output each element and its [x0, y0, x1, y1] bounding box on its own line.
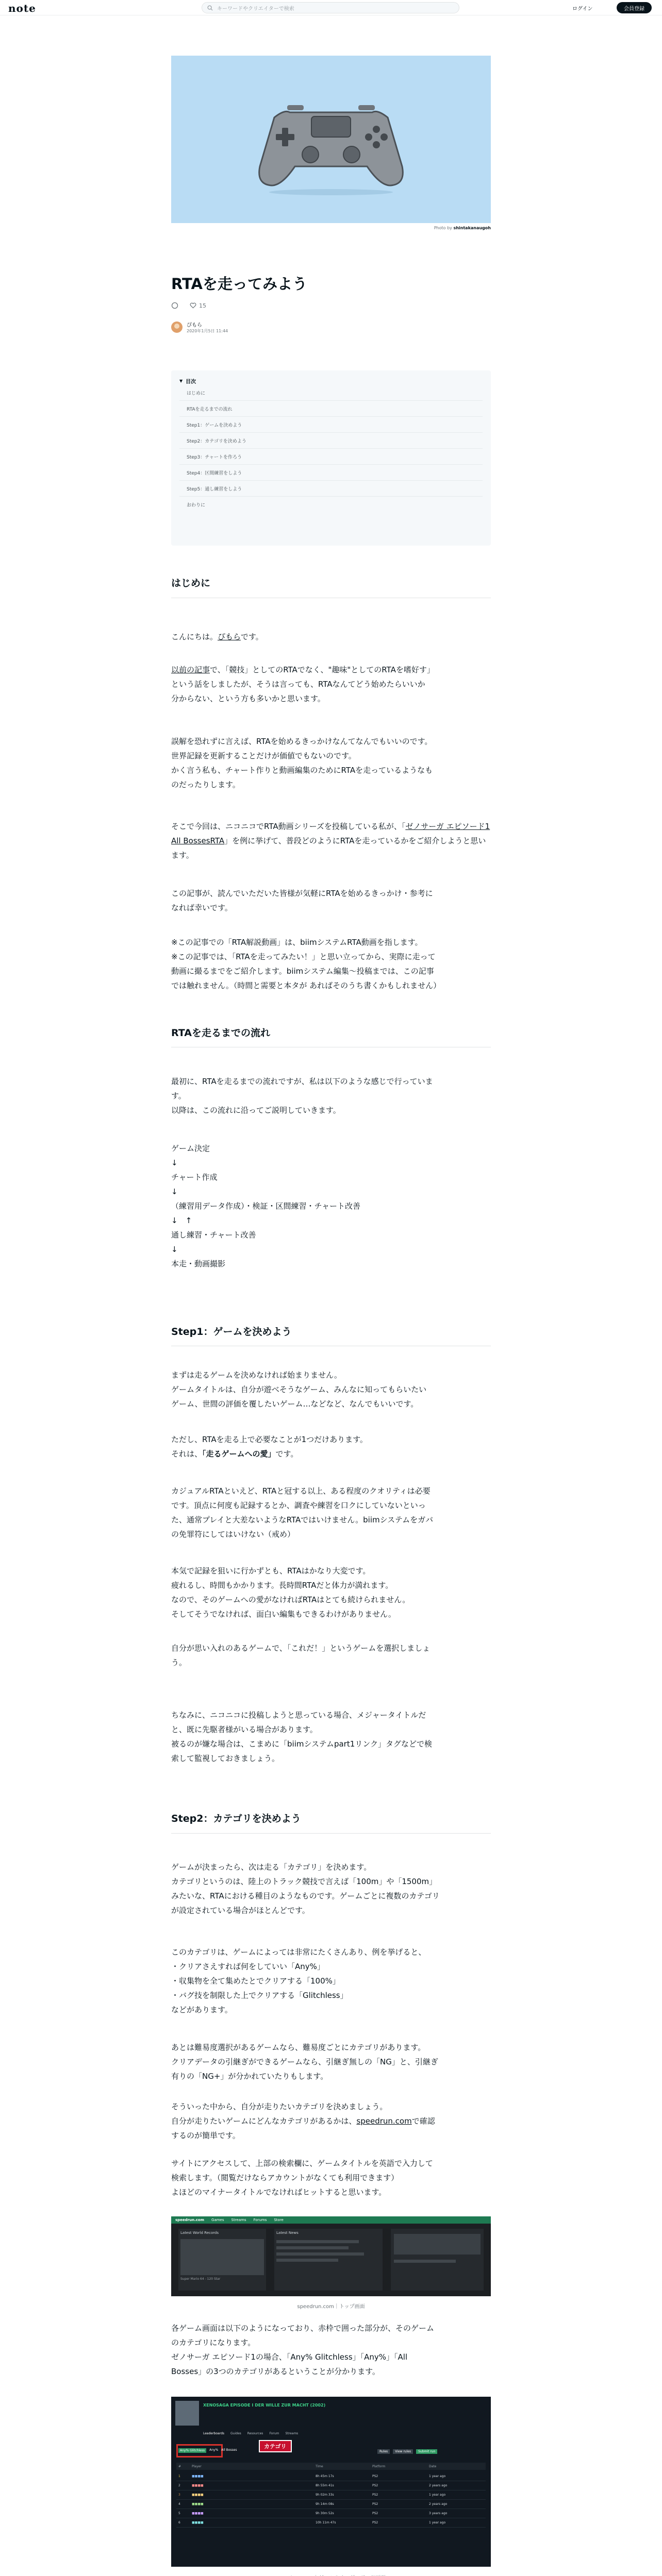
- paragraph: 誤解を恐れずに言えば、RTAを始めるきっかけなんてなんでもいいのです。 世界記録を更新することだけが価値でもないのです。 かく言う私も、チャート作りと動画編集のためにRTAを走っているようなも のだったりします。: [171, 737, 433, 789]
- paragraph: [171, 630, 491, 644]
- article-meta: [171, 302, 206, 309]
- paragraph: [171, 663, 491, 706]
- panel-title: Latest News: [276, 2231, 299, 2235]
- nav-item: Store: [274, 2218, 284, 2222]
- table-row: 4 ■■■■ 9h 14m 08s PS2 2 years ago: [176, 2500, 486, 2509]
- category-tabs: [178, 2448, 237, 2453]
- run-date: 1 year ago: [429, 2493, 446, 2497]
- text: そういった中から、自分が走りたいカテゴリを決めましょう。 自分が走りたいゲームにどんなカテゴリがあるかは、: [171, 2102, 388, 2126]
- photo-credit-name[interactable]: shintakanaugoh: [453, 226, 491, 230]
- run-date: 2 years ago: [429, 2484, 448, 2487]
- table-row: 3 ■■■■ 9h 02m 33s PS2 1 year ago: [176, 2490, 486, 2500]
- text: こんにちは。: [171, 632, 218, 641]
- table-row: 1 ■■■■ 8h 45m 17s PS2 1 year ago: [176, 2472, 486, 2481]
- run-date: 3 years ago: [429, 2512, 448, 2515]
- divider: [171, 1833, 491, 1834]
- view-rules-button: View rules: [393, 2449, 413, 2454]
- tab-leaderboards: Leaderboards: [203, 2432, 225, 2435]
- login-button[interactable]: ログイン: [572, 6, 593, 12]
- toc-item[interactable]: おわりに: [187, 503, 206, 508]
- speedrun-top-screenshot: [171, 2216, 491, 2296]
- paragraph: この記事が、読んでいただいた皆様が気軽にRTAを始めるきっかけ・参考に なれば幸いです。: [171, 889, 433, 912]
- site-navbar: [171, 2216, 491, 2224]
- paragraph: [171, 1432, 491, 1461]
- run-date: 2 years ago: [429, 2502, 448, 2506]
- image-caption: [171, 2573, 491, 2576]
- paragraph: ゲームが決まったら、次は走る「カテゴリ」を決めます。 カテゴリというのは、陸上のトラック競技で言えば「100m」や「1500m」 みたいな、RTAにおける種目のようなものです。ゲームごとに複数のカテゴリ が設定されている場合がほとんどです。: [171, 1862, 440, 1915]
- author-block[interactable]: [171, 320, 228, 334]
- run-time: 8h 45m 17s: [316, 2475, 334, 2478]
- nav-item: Streams: [231, 2218, 246, 2222]
- hero-image: [171, 56, 491, 223]
- run-time: 10h 11m 47s: [316, 2521, 336, 2524]
- run-date: 1 year ago: [429, 2475, 446, 2478]
- toc-item[interactable]: RTAを走るまでの流れ: [179, 401, 483, 417]
- section-heading: Step1：ゲームを決めよう: [171, 1326, 292, 1337]
- text: ただし、RTAを走る上で必要なことが1つだけあります。 それは、: [171, 1435, 368, 1459]
- paragraph: サイトにアクセスして、上部の検索欄に、ゲームタイトルを英語で入力して 検索します。（閲覧だけならアカウントがなくても利用できます） よほどのマイナータイトルでなければヒットすると思います。: [171, 2159, 433, 2197]
- like-count: 15: [199, 302, 206, 309]
- search-placeholder: キーワードやクリエイターで検索: [217, 6, 294, 12]
- run-platform: PS2: [372, 2484, 378, 2487]
- run-date: 1 year ago: [429, 2521, 446, 2524]
- category-tab: Any%: [209, 2448, 219, 2452]
- register-button[interactable]: 会員登録: [617, 2, 652, 13]
- record-row: Super Mario 64 - 120 Star: [180, 2277, 221, 2281]
- run-time: 9h 14m 08s: [316, 2502, 334, 2506]
- leaderboard-table: [176, 2472, 486, 2528]
- article-title: RTAを走ってみよう: [171, 275, 308, 293]
- toc-item[interactable]: Step3：チャートを作ろう: [179, 449, 483, 465]
- text: そこで今回は、ニコニコでRTA動画シリーズを投稿している私が、「: [171, 822, 406, 831]
- tab-streams: Streams: [285, 2432, 299, 2435]
- table-row: 2 ■■■■ 8h 55m 41s PS2 2 years ago: [176, 2481, 486, 2490]
- submit-run-button: Submit run: [416, 2449, 437, 2454]
- column-header: Platform: [372, 2464, 386, 2468]
- photo-credit-prefix: Photo by: [434, 226, 452, 230]
- toc-toggle[interactable]: [179, 377, 483, 385]
- site-name: speedrun.com: [175, 2218, 205, 2222]
- column-header: Player: [192, 2464, 202, 2468]
- column-header: Time: [316, 2464, 323, 2468]
- paragraph: カジュアルRTAといえど、RTAと冠する以上、ある程度のクオリティは必要 です。頂点に何度も記録するとか、調査や練習を口クにしていないといっ た、通常プレイと大差ないようなRTAではいけません。biimシステムをガバ の免罪符にしてはいけない（戒め）: [171, 1486, 434, 1539]
- toc-item[interactable]: Step1：ゲームを決めよう: [179, 417, 483, 433]
- run-time: 8h 55m 41s: [316, 2484, 334, 2487]
- latest-records-panel: [178, 2229, 266, 2291]
- gamepad-icon: [171, 56, 491, 223]
- toc-item[interactable]: Step5：通し練習をしよう: [179, 481, 483, 497]
- search-input[interactable]: [202, 2, 459, 13]
- paragraph: あとは難易度選択があるゲームなら、難易度ごとにカテゴリがあります。 クリアデータの引継ぎができるゲームなら、引継ぎ無しの「NG」と、引継ぎ 有りの「NG+」が分かれていたりもします。: [171, 2043, 438, 2081]
- image-caption: speedrun.com｜トップ画面: [297, 2304, 365, 2310]
- emphasis: 「走るゲームへの愛」: [202, 1449, 276, 1459]
- chevron-down-icon: ▼: [179, 378, 183, 383]
- table-header: [176, 2463, 486, 2470]
- toc-heading: 目次: [186, 379, 196, 385]
- run-platform: PS2: [372, 2512, 378, 2515]
- paragraph: ちなみに、ニコニコに投稿しようと思っている場合、メジャータイトルだ と、既に先駆者様がいる場合があります。 被るのが嫌な場合は、こまめに「biimシステムpart1リンク」タグなどで検 索して監視しておきましょう。: [171, 1710, 432, 1763]
- note-logo[interactable]: note: [8, 2, 36, 14]
- speedrun-link[interactable]: speedrun.com: [356, 2116, 412, 2126]
- tab-guides: Guides: [230, 2432, 241, 2435]
- run-time: 9h 30m 52s: [316, 2512, 334, 2515]
- avatar[interactable]: [171, 321, 183, 333]
- photo-credit: [171, 226, 491, 230]
- nav-item: Games: [211, 2218, 224, 2222]
- latest-news-panel: [274, 2229, 383, 2291]
- paragraph: 自分が思い入れのあるゲームで、「これだ！」というゲームを選択しましょ う。: [171, 1643, 431, 1667]
- speedrun-leaderboard-screenshot: [171, 2397, 491, 2567]
- tab-forum: Forum: [269, 2432, 279, 2435]
- text: です。: [275, 1449, 299, 1459]
- publish-date: 2020年1月5日 11:44: [187, 329, 228, 333]
- section-heading: Step2：カテゴリを決めよう: [171, 1813, 301, 1824]
- run-platform: PS2: [372, 2521, 378, 2524]
- run-platform: PS2: [372, 2493, 378, 2497]
- paragraph: 本気で記録を狙いに行かずとも、RTAはかなり大変です。 疲れるし、時間もかかります。長時間RTAだと体力が満れます。 なので、そのゲームへの愛がなければRTAはとても続けられません。 そしてそうでなければ、面白い編集もできるわけがありません。: [171, 1566, 410, 1619]
- rules-button: Rules: [377, 2449, 390, 2454]
- author-name[interactable]: ぴもら: [187, 323, 202, 328]
- search-icon: [207, 5, 213, 11]
- site-header: [0, 0, 662, 15]
- category-tab: Any% Glitchless: [178, 2448, 206, 2453]
- run-platform: PS2: [372, 2475, 378, 2478]
- section-heading: はじめに: [171, 578, 211, 589]
- table-of-contents: [171, 370, 491, 546]
- tab-resources: Resources: [247, 2432, 263, 2435]
- flow-list: ゲーム決定 ↓ チャート作成 ↓ （練習用データ作成）・検証・区間練習・チャート改善 ↓ ↑ 通し練習・チャート改善 ↓ 本走・動画撮影: [171, 1144, 361, 1268]
- paragraph: 各ゲーム画面は以下のようになっており、赤枠で囲った部分が、そのゲーム のカテゴリになります。 ゼノサーガ エピソード1の場合、「Any% Glitchless」「Any%」「All Bosses」の3つのカテゴリがあるということが分かります。: [171, 2324, 435, 2376]
- toc-item[interactable]: はじめに: [179, 385, 483, 401]
- paragraph: まずは走るゲームを決めなければ始まりません。 ゲームタイトルは、自分が遊べそうなゲーム、みんなに知ってもらいたい ゲーム、世間の評価を覆したいゲーム…などなど、なんでもいいです。: [171, 1370, 427, 1409]
- comment-icon[interactable]: [171, 302, 178, 309]
- text: 」を例に挙げて、普段どのようにRTAを走っているかをご紹介しようと思います。: [171, 836, 486, 860]
- paragraph: このカテゴリは、ゲームによっては非常にたくさんあり、例を挙げると、 ・クリアさえすれば何をしていい「Any%」 ・収集物を全て集めたとでクリアする「100%」 ・バグ技を制限した上でクリアする「Glitchless」 などがあります。: [171, 1947, 426, 2014]
- column-header: Date: [429, 2464, 437, 2468]
- game-title: XENOSAGA EPISODE I DER WILLE ZUR MACHT (2002): [203, 2403, 326, 2408]
- column-header: #: [178, 2464, 181, 2468]
- text: で確認 するのが簡単です。: [171, 2116, 435, 2140]
- category-annotation: カテゴリ: [259, 2440, 292, 2452]
- paragraph: [171, 819, 491, 862]
- game-tabs: [203, 2432, 298, 2435]
- run-time: 9h 02m 33s: [316, 2493, 334, 2497]
- table-row: 6 ■■■■ 10h 11m 47s PS2 1 year ago: [176, 2518, 486, 2528]
- paragraph: [171, 2099, 491, 2143]
- nav-item: Forums: [253, 2218, 267, 2222]
- heart-icon[interactable]: [190, 302, 196, 309]
- paragraph: 最初に、RTAを走るまでの流れですが、私は以下のような感じで行っていま す。 以降は、この流れに沿ってご説明していきます。: [171, 1077, 433, 1115]
- panel-title: Latest World Records: [180, 2231, 219, 2235]
- run-platform: PS2: [372, 2502, 378, 2506]
- text: で、「競技」としてのRTAでなく、"趣味"としてのRTAを嗜好す」 という話をしましたが、そうは言っても、RTAなんてどう始めたらいいか 分からない、という方も多いかと思います。: [171, 665, 435, 703]
- video-series-link[interactable]: ゼノサーガ エピソード1 All BossesRTA: [171, 822, 490, 845]
- paragraph: ※この記事での「RTA解説動画」は、biimシステムRTA動画を指します。 ※この記事では、「RTAを走ってみたい！」と思い立ってから、実際に走って 動画に撮るまでをご紹介します。biimシステム編集〜投稿までは、この記事 では触れません。（時間と需要と本タが あればそのうち書くかもしれません）: [171, 938, 441, 990]
- section-heading: RTAを走るまでの流れ: [171, 1027, 270, 1039]
- toc-item[interactable]: Step4：区間練習をしよう: [179, 465, 483, 481]
- text: です。: [240, 632, 263, 641]
- table-row: 5 ■■■■ 9h 30m 52s PS2 3 years ago: [176, 2509, 486, 2518]
- previous-article-link[interactable]: 以前の記事: [171, 665, 210, 674]
- category-tab: All Bosses: [221, 2448, 237, 2452]
- toc-item[interactable]: Step2：カテゴリを決めよう: [179, 433, 483, 449]
- author-link[interactable]: ぴもら: [218, 632, 241, 641]
